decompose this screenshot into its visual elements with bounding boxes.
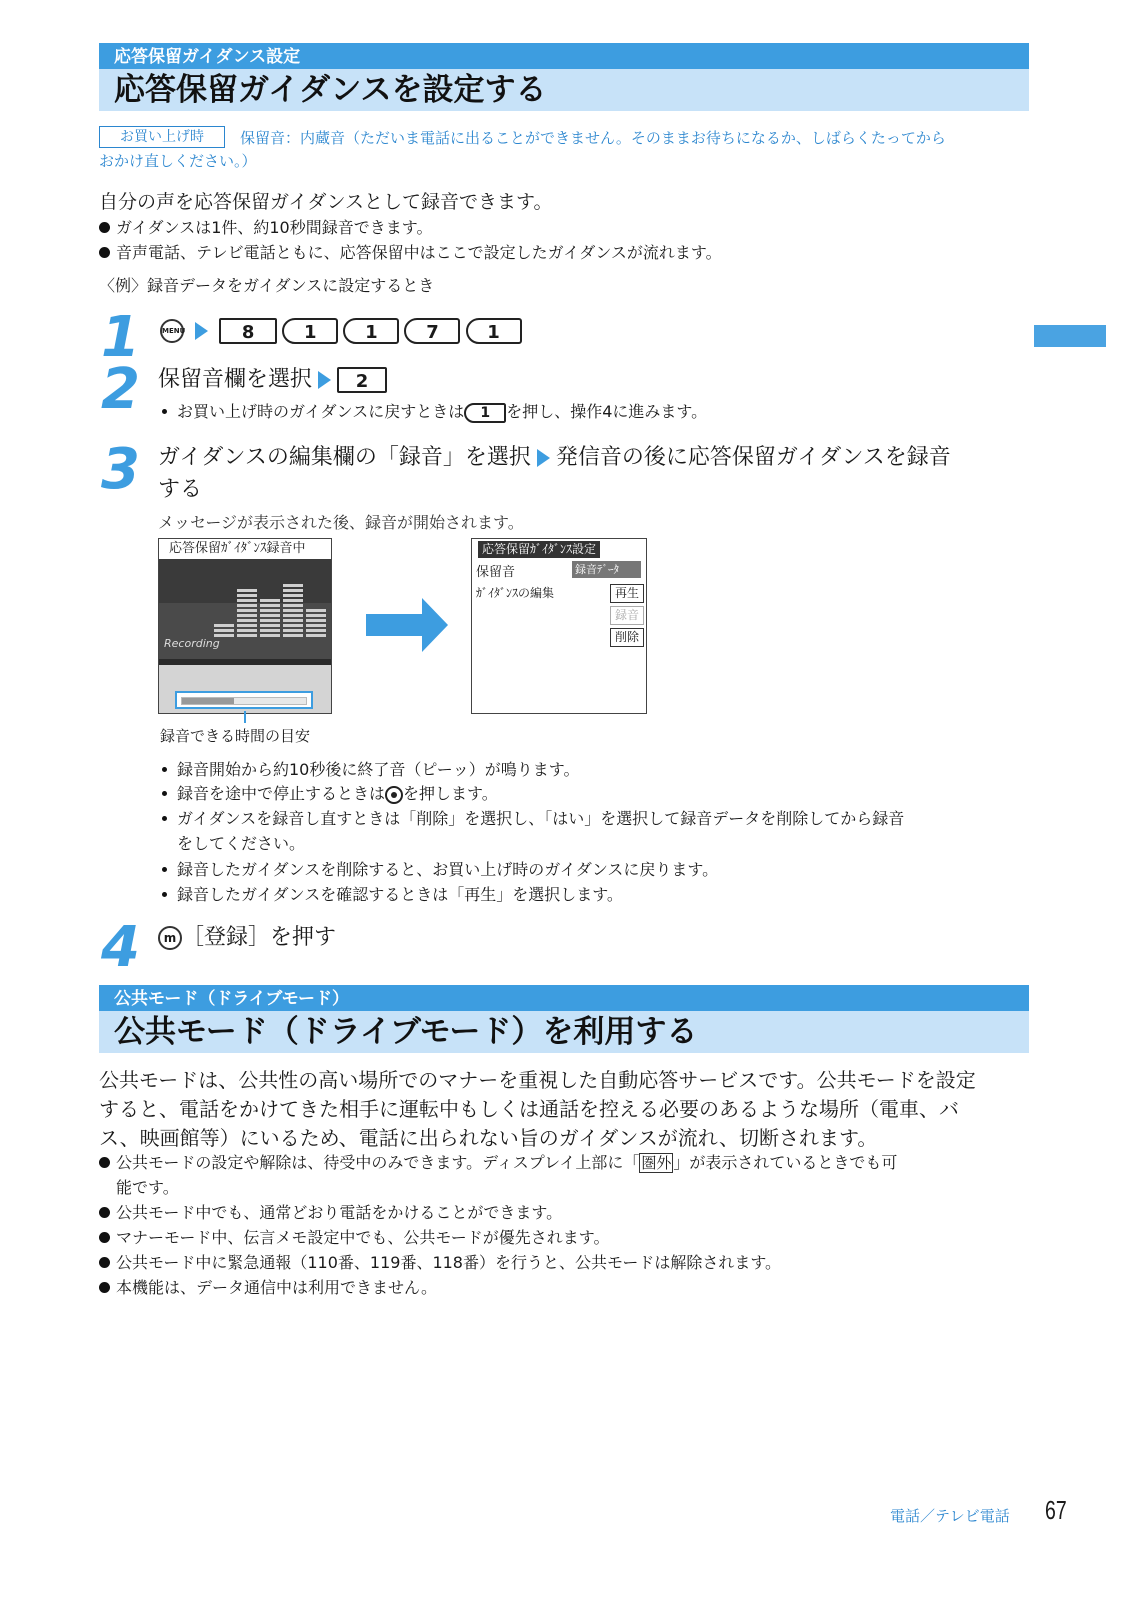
step-number: 3 [101,437,140,502]
screen-title: 応答保留ｶﾞｲﾀﾞﾝｽ設定 [478,541,600,558]
step-3-note: 録音を途中で停止するときは を押します。 [158,781,498,806]
section-title: 公共モード（ドライブモード）を利用する [99,1011,1029,1053]
section-header [99,43,1029,111]
bullet-item: 公共モードの設定や解除は、待受中のみできます。ディスプレイ上部に「 圏外 」が表示されているときでも可 [99,1150,897,1176]
caption-line [244,711,246,723]
section-label: 応答保留ガイダンス設定 [99,43,1029,69]
default-setting-text-2: おかけ直しください。） [99,152,257,170]
bullet-icon [99,1207,110,1218]
bullet-icon [162,767,167,772]
record-button[interactable]: 録音 [610,606,644,625]
key-7: 7 [404,318,460,344]
step-3-note: 録音したガイダンスを削除すると、お買い上げ時のガイダンスに戻ります。 [158,857,718,882]
hold-tone-label: 保留音 [476,565,516,580]
step-number: 1 [101,305,140,370]
step-3-text: ガイダンスの編集欄の「録音」を選択 発信音の後に応答保留ガイダンスを録音 [158,445,951,470]
recording-screen [158,538,332,714]
bullet-item: ガイダンスは1件、約10秒間録音できます。 [99,215,432,240]
bullet-icon [162,816,167,821]
out-of-service-icon: 圏外 [641,1154,672,1172]
bullet-icon [99,1157,110,1168]
step-3-text-cont: する [158,477,203,502]
footer-category: 電話／テレビ電話 [890,1507,1010,1525]
page-number: 67 [1045,1495,1067,1525]
step-3-note: 録音開始から約10秒後に終了音（ピーッ）が鳴ります。 [158,757,579,782]
key-2: 2 [337,367,387,393]
side-index-tab [1034,325,1106,347]
arrow-right-icon [195,322,208,340]
guidance-settings-screen [471,538,647,714]
center-key-icon [385,786,403,804]
bullet-item: 本機能は、データ通信中は利用できません。 [99,1275,437,1300]
section-header [99,985,1029,1053]
menu-key-icon: MENU [160,319,184,343]
section-lead: 自分の声を応答保留ガイダンスとして録音できます。 [99,191,553,213]
example-label: 〈例〉録音データをガイダンスに設定するとき [99,276,435,295]
key-1: 1 [464,403,506,423]
step-number: 2 [101,357,140,422]
bullet-icon [162,791,167,796]
step-3-note: ガイダンスを録音し直すときは「削除」を選択し、「はい」を選択して録音データを削除してから録音 [158,806,904,831]
bullet-icon [99,247,110,258]
bullet-icon [99,1257,110,1268]
step-2-text: 保留音欄を選択 2 [158,364,387,396]
step-2-note: お買い上げ時のガイダンスに戻すときは 1 を押し、操作4に進みます。 [158,399,707,424]
bullet-item: 公共モード中に緊急通報（110番、119番、118番）を行うと、公共モードは解除されます。 [99,1250,781,1275]
play-button[interactable]: 再生 [610,584,644,603]
bullet-item-cont: 能です。 [116,1178,179,1197]
key-8: 8 [219,318,277,344]
section-label: 公共モード（ドライブモード） [99,985,1029,1011]
bullet-item: マナーモード中、伝言メモ設定中でも、公共モードが優先されます。 [99,1225,609,1250]
step-3-note-cont: をしてください。 [177,834,306,853]
bullet-item: 公共モード中でも、通常どおり電話をかけることができます。 [99,1200,562,1225]
softkey-m-icon: m [158,926,182,950]
screen-title: 応答保留ｶﾞｲﾀﾞﾝｽ録音中 [159,539,331,559]
gauge-caption: 録音できる時間の目安 [160,727,311,745]
bullet-icon [99,1282,110,1293]
section-lead: 公共モードは、公共性の高い場所でのマナーを重視した自動応答サービスです。公共モードを設定 すると、電話をかけてきた相手に運転中もしくは通話を控える必要のあるような場所（電車、バ ス、映画館等）にいるため、電話に出られない旨のガイダンスが流れ、切断されます。 [99,1068,976,1150]
time-gauge [175,691,313,709]
bullet-icon [99,222,110,233]
arrow-right-icon [537,449,550,467]
step-number: 4 [101,915,140,980]
arrow-right-icon [318,371,331,389]
guidance-edit-label: ｶﾞｲﾀﾞﾝｽの編集 [476,586,555,600]
step-3-desc: メッセージが表示された後、録音が開始されます。 [158,513,524,532]
default-setting-text-1: 保留音：内蔵音（ただいま電話に出ることができません。そのままお待ちになるか、しばらくたってから [240,129,946,147]
recording-label: Recording [164,637,220,650]
bullet-icon [162,867,167,872]
arrow-right-icon [366,598,448,652]
default-setting-tag: お買い上げ時 [99,126,225,148]
delete-button[interactable]: 削除 [610,628,644,647]
step-1-keys [160,318,522,348]
recording-panel [159,559,331,659]
key-1: 1 [343,318,399,344]
bullet-icon [162,892,167,897]
hold-tone-select: 録音ﾃﾞｰﾀ [572,561,641,578]
step-3-note: 録音したガイダンスを確認するときは「再生」を選択します。 [158,882,623,907]
bullet-icon [162,409,167,414]
bullet-icon [99,1232,110,1243]
step-4-text: m ［登録］を押す [158,922,336,954]
key-1: 1 [466,318,522,344]
bullet-item: 音声電話、テレビ電話ともに、応答保留中はここで設定したガイダンスが流れます。 [99,240,722,265]
key-1: 1 [282,318,338,344]
section-title: 応答保留ガイダンスを設定する [99,69,1029,111]
